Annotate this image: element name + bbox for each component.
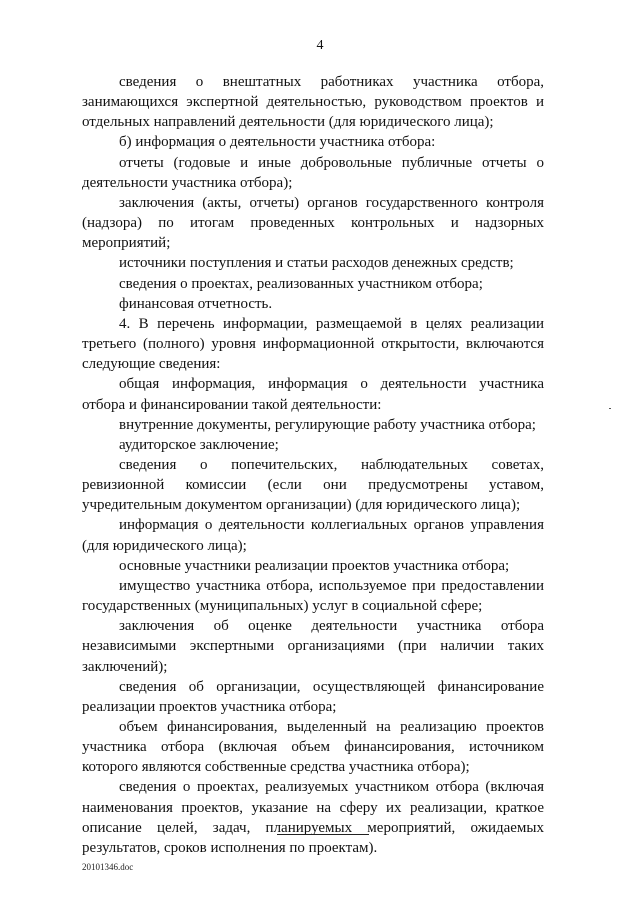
paragraph: имущество участника отбора, используемое при предоставлении государственных (муниципальных) услуг в социальной сфере; bbox=[82, 577, 544, 615]
paragraph: заключения об оценке деятельности участника отбора независимыми экспертными организациями (при наличии таких заключений); bbox=[82, 618, 544, 675]
paragraph: 4. В перечень информации, размещаемой в целях реализации третьего (полного) уровня информационной открытости, включаются следующие сведения: bbox=[82, 315, 544, 373]
paragraph: основные участники реализации проектов участника отбора; bbox=[119, 557, 510, 574]
page-number: 4 bbox=[316, 38, 324, 53]
paragraph: сведения о проектах, реализуемых участником отбора (включая наименования проектов, указание на сферу их реализации, краткое описание целей, задач, планируемых мероприятий, ожидаемых результатов, сроков исполнения по проектам). bbox=[82, 779, 544, 856]
paragraph: б) информация о деятельности участника отбора: bbox=[119, 134, 436, 151]
paragraph: отчеты (годовые и иные добровольные публичные отчеты о деятельности участника отбора); bbox=[82, 154, 544, 191]
paragraph: сведения о внештатных работниках участника отбора, занимающихся экспертной деятельностью, руководством проектов и отдельных направлений деятельности (для юридического лица); bbox=[82, 74, 544, 131]
paragraph: внутренние документы, регулирующие работу участника отбора; bbox=[119, 416, 536, 433]
document-body bbox=[82, 72, 544, 858]
paragraph: сведения о проектах, реализованных участником отбора; bbox=[119, 275, 483, 292]
paragraph: заключения (акты, отчеты) органов государственного контроля (надзора) по итогам проведенных контрольных и надзорных мероприятий; bbox=[82, 194, 544, 252]
paragraph: сведения об организации, осуществляющей финансирование реализации проектов участника отбора; bbox=[82, 678, 544, 715]
paragraph: аудиторское заключение; bbox=[119, 436, 279, 453]
paragraph: сведения о попечительских, наблюдательных советах, ревизионной комиссии (если они предусмотрены уставом, учредительным документом организации) (для юридического лица); bbox=[82, 456, 544, 514]
margin-mark bbox=[609, 408, 611, 409]
paragraph: общая информация, информация о деятельности участника отбора и финансировании такой деятельности: bbox=[82, 376, 544, 413]
document-code: 20101346.doc bbox=[82, 862, 134, 872]
paragraph: объем финансирования, выделенный на реализацию проектов участника отбора (включая объем финансирования, источником которого являются собственные средства участника отбора); bbox=[82, 719, 544, 776]
paragraph: источники поступления и статьи расходов денежных средств; bbox=[119, 255, 514, 272]
paragraph: финансовая отчетность. bbox=[119, 295, 273, 312]
footer-rule bbox=[277, 834, 369, 835]
paragraph: информация о деятельности коллегиальных органов управления (для юридического лица); bbox=[82, 517, 544, 554]
